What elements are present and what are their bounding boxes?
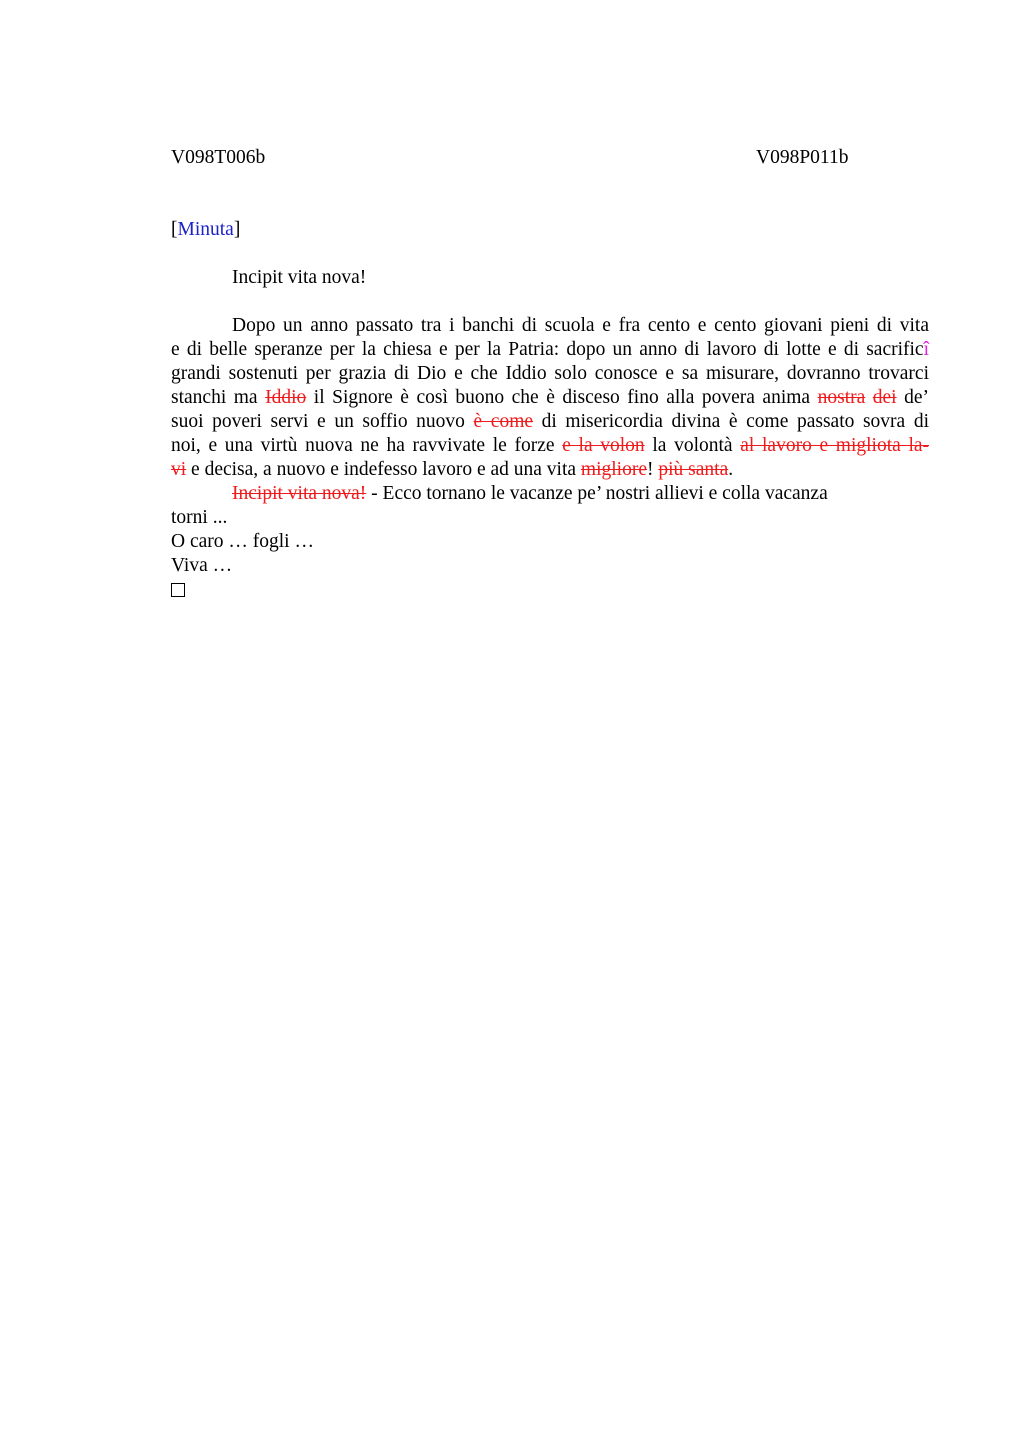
document-body bbox=[171, 218, 929, 602]
deleted-text: vi bbox=[171, 459, 187, 480]
para-line-4: stanchi ma Iddio il Signore è così buono che è disceso fino alla povera anima nostra dei de’ bbox=[171, 387, 930, 408]
minuta-tag: Minuta bbox=[177, 219, 234, 240]
deleted-text: nostra bbox=[817, 387, 866, 408]
header-right-code: V098P011b bbox=[756, 147, 849, 168]
para-line-5: suoi poveri servi e un soffio nuovo è come di misericordia divina è come passato sovra di bbox=[171, 411, 929, 432]
deleted-text: più santa bbox=[658, 459, 729, 480]
deleted-text: migliore bbox=[580, 459, 647, 480]
square-icon bbox=[171, 583, 185, 597]
title-line: Incipit vita nova! bbox=[232, 267, 367, 288]
para-line-3: grandi sostenuti per grazia di Dio e che Iddio solo conosce e sa misurare, dovranno trovarci bbox=[171, 363, 929, 384]
deleted-text: e la volon bbox=[562, 435, 645, 456]
para-line-6: noi, e una virtù nuova ne ha ravvivate le forze e la volon la volontà al lavoro e migliota la- bbox=[171, 435, 930, 456]
deleted-text: al lavoro e migliota la- bbox=[740, 435, 930, 456]
minuta-label: [Minuta] bbox=[171, 219, 241, 240]
o-caro-line: O caro … fogli … bbox=[171, 531, 314, 552]
deleted-text: dei bbox=[872, 387, 897, 408]
deleted-text: Iddio bbox=[265, 387, 307, 408]
header-left-code: V098T006b bbox=[171, 147, 266, 168]
viva-line: Viva … bbox=[171, 555, 233, 576]
para-line-1: Dopo un anno passato tra i banchi di scuola e fra cento e cento giovani pieni di vita bbox=[232, 315, 929, 336]
deleted-text: Incipit vita nova! bbox=[232, 483, 367, 504]
para-line-7: vi e decisa, a nuovo e indefesso lavoro e ad una vita migliore! più santa. bbox=[171, 459, 734, 480]
end-square bbox=[171, 578, 929, 602]
para-line-2: e di belle speranze per la chiesa e per la Patria: dopo un anno di lavoro di lotte e di sacrificî bbox=[171, 339, 929, 360]
deleted-text: è come bbox=[473, 411, 534, 432]
para2-line-1: Incipit vita nova! - Ecco tornano le vacanze pe’ nostri allievi e colla vacanza bbox=[232, 483, 828, 504]
para2-line-2: torni ... bbox=[171, 507, 228, 528]
inserted-char: î bbox=[923, 339, 929, 360]
